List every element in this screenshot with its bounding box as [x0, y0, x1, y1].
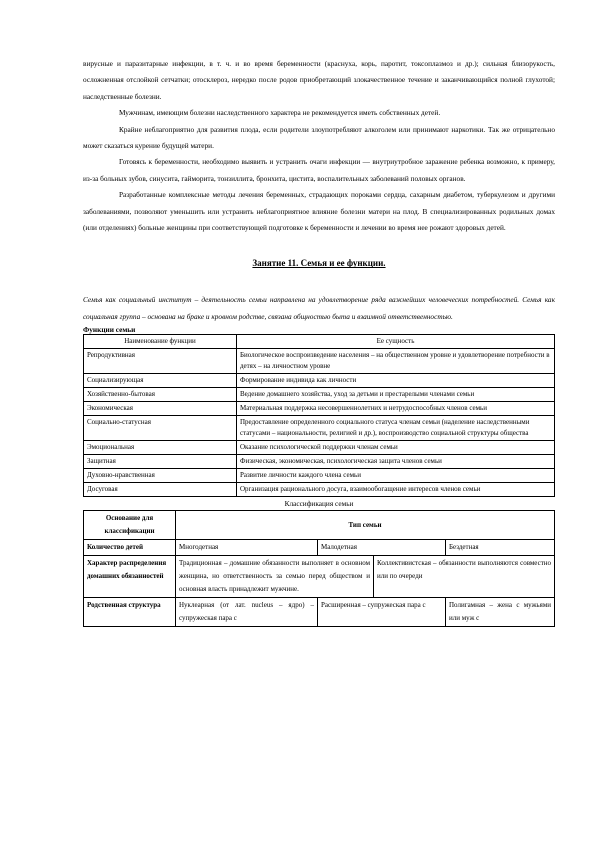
functions-table [83, 334, 555, 497]
table-row [84, 441, 555, 455]
function-name: Духовно-нравственная [84, 469, 237, 483]
table-row [84, 556, 555, 598]
header-function-name: Наименование функции [84, 335, 237, 349]
function-name: Репродуктивная [84, 349, 237, 374]
functions-caption: Функции семьи [83, 325, 136, 335]
function-essence: Оказание психологической поддержки членам семьи [237, 441, 555, 455]
classification-caption: Классификация семьи [284, 499, 354, 509]
function-essence: Ведение домашнего хозяйства, уход за детьми и престарелыми членами семьи [237, 388, 555, 402]
row-label-children: Количество детей [84, 540, 176, 556]
type-traditional: Традиционная – домашние обязанности выполняет в основном женщина, но ответственность за семью перед обществом и основная власть принадлежит мужчине. [176, 556, 374, 598]
function-name: Досуговая [84, 483, 237, 497]
type-polygamous: Полигамная – жена с мужьями или муж с [446, 598, 555, 627]
document-page [83, 56, 555, 627]
function-name: Защитная [84, 455, 237, 469]
function-name: Экономическая [84, 402, 237, 416]
type-collectivist: Коллективистская – обязанности выполняются совместно или по очереди [374, 556, 555, 598]
function-name: Социально-статусная [84, 416, 237, 441]
function-name: Эмоциональная [84, 441, 237, 455]
function-essence: Организация рационального досуга, взаимообогащение интересов членов семьи [237, 483, 555, 497]
function-essence: Формирование индивида как личности [237, 374, 555, 388]
type-extended: Расширенная – супружеская пара с [318, 598, 446, 627]
classification-table [83, 510, 555, 627]
row-label-duties: Характер распределения домашних обязанностей [84, 556, 176, 598]
type-large-family: Многодетная [176, 540, 318, 556]
table-row [84, 469, 555, 483]
paragraph-infection: Готовясь к беременности, необходимо выявить и устранить очаги инфекции — внутриутробное заражение ребенка возможно, к примеру, из-за больных зубов, синусита, гайморита, тонзиллита, бронхита, цистита, воспалительных заболеваний половых органов. [83, 157, 555, 183]
paragraph-treatment: Разработанные комплексные методы лечения беременных, страдающих пороками сердца, сахарным диабетом, туберкулезом и другими заболеваниями, позволяют уменьшить или устранить неблагоприятное влияние болезни матери на плод. В специализированных родильных домах (или отделениях) больные женщины при соответствующей подготовке к беременности и лечении во время нее рожают здоровых детей. [83, 190, 555, 233]
type-nuclear: Нуклеарная (от лат. nucleus – ядро) – супружеская пара с [176, 598, 318, 627]
header-function-essence: Ее сущность [237, 335, 555, 349]
table-row [84, 374, 555, 388]
function-essence: Предоставление определенного социального статуса членам семьи (наделение наследственными статусами – национальности, религией и др.), воспроизводство социальной структуры общества [237, 416, 555, 441]
header-family-type: Тип семьи [176, 511, 555, 540]
paragraph-hereditary: Мужчинам, имеющим болезни наследственного характера не рекомендуется иметь собственных детей. [119, 108, 441, 118]
paragraph-continuation: вирусные и паразитарные инфекции, в т. ч. и во время беременности (краснуха, корь, паротит, токсоплазмоз и др.); сильная близорукость, осложненная отслойкой сетчатки; отосклероз, нередко после родов приобретающий злокачественное течение и заканчивающийся полной глухотой; наследственные болезни. [83, 59, 555, 101]
header-basis: Основание для классификации [84, 511, 176, 540]
family-definition: Семья как социальный институт – деятельность семьи направлена на удовлетворение ряда важнейших человеческих потребностей. Семья как социальная группа – основана на браке и кровном родстве, связана общностью быта и взаимной ответственностью. [83, 295, 555, 321]
function-name: Социализирующая [84, 374, 237, 388]
table-row [84, 388, 555, 402]
paragraph-alcohol: Крайне неблагоприятно для развития плода, если родители злоупотребляют алкоголем или принимают наркотики. Так же отрицательно может сказаться курение будущей матери. [83, 124, 555, 151]
table-row [84, 349, 555, 374]
function-essence: Биологическое воспроизведение населения – на общественном уровне и удовлетворение потребности в детях – на личностном уровне [237, 349, 555, 374]
function-essence: Развитие личности каждого члена семьи [237, 469, 555, 483]
table-row [84, 540, 555, 556]
function-essence: Физическая, экономическая, психологическая защита членов семьи [237, 455, 555, 469]
table-row [84, 416, 555, 441]
classification-header-row [84, 511, 555, 540]
table-row [84, 455, 555, 469]
function-essence: Материальная поддержка несовершеннолетних и нетрудоспособных членов семьи [237, 402, 555, 416]
row-label-structure: Родственная структура [84, 598, 176, 627]
function-name: Хозяйственно-бытовая [84, 388, 237, 402]
functions-header-row [84, 335, 555, 349]
type-small-family: Малодетная [318, 540, 446, 556]
table-row [84, 483, 555, 497]
type-childless: Бездетная [446, 540, 555, 556]
table-row [84, 598, 555, 627]
table-row [84, 402, 555, 416]
lesson-title: Занятие 11. Семья и ее функции. [252, 258, 386, 269]
